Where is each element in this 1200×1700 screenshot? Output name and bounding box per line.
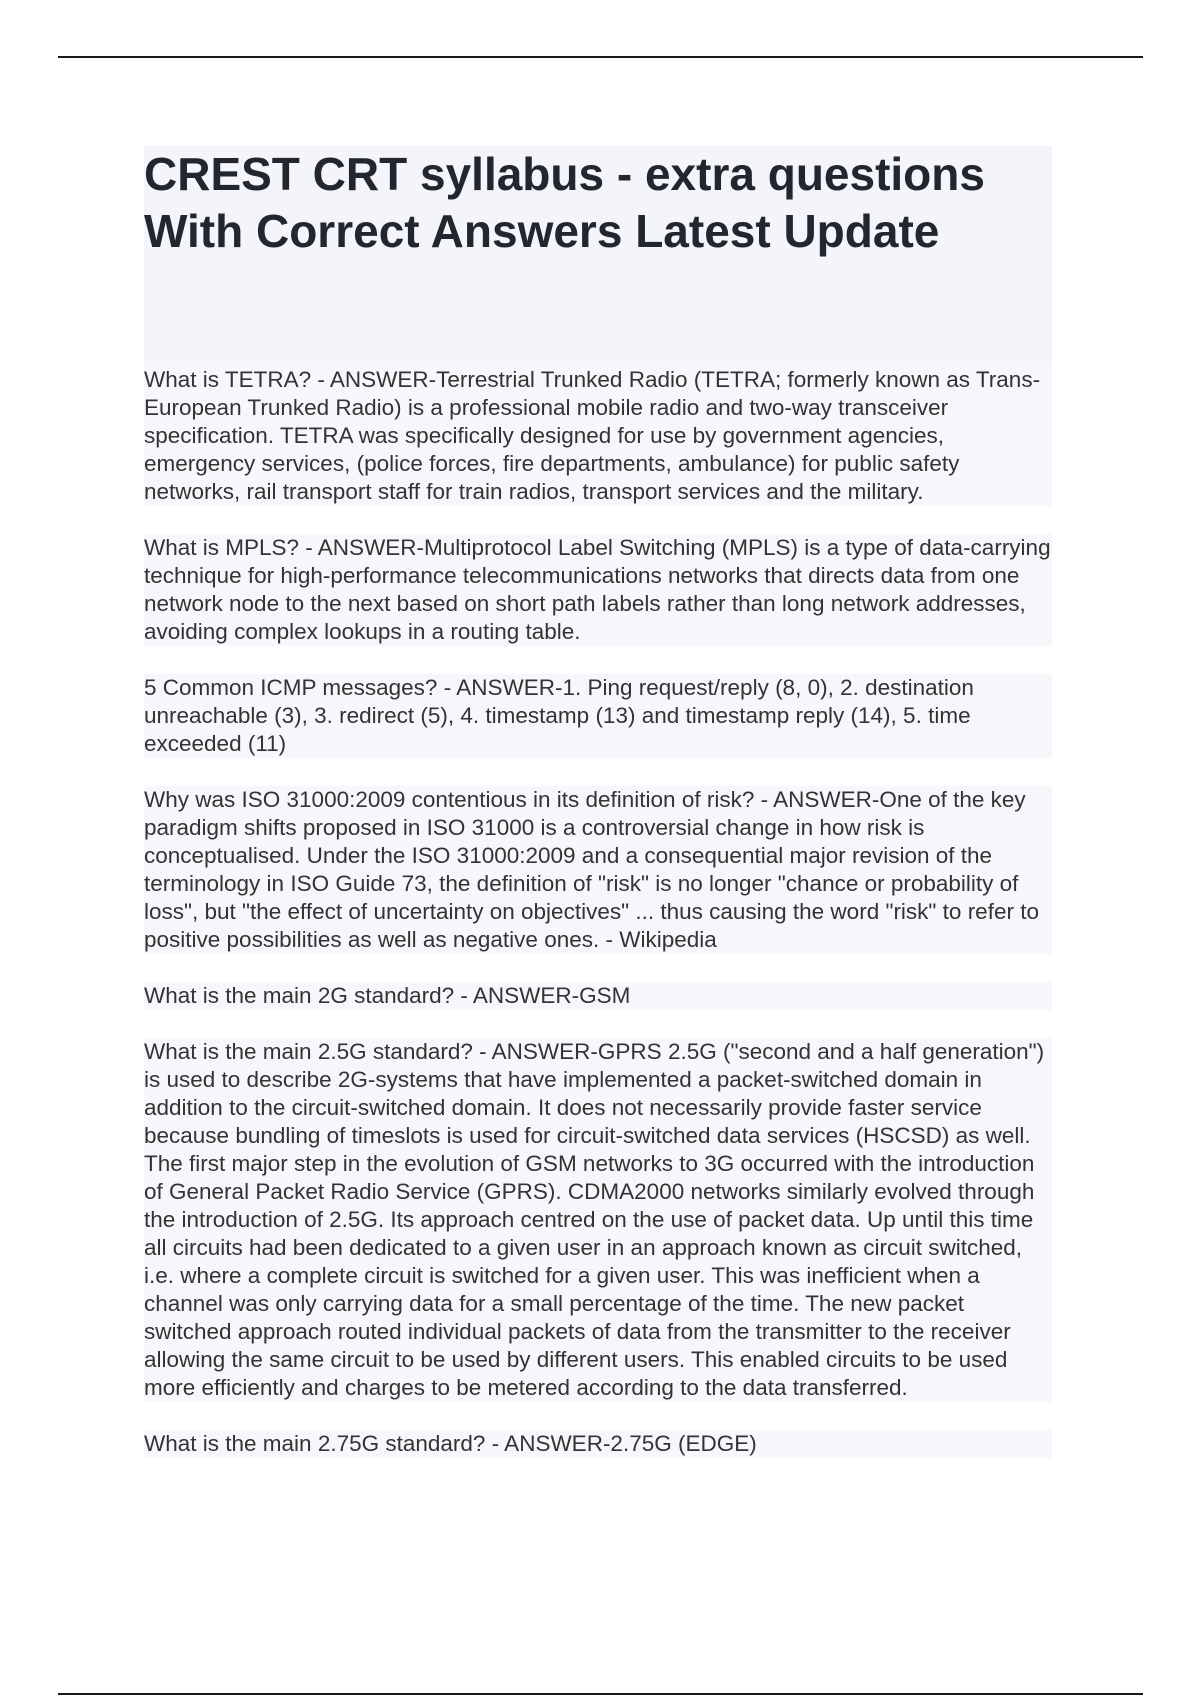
qa-text: What is the main 2G standard? - ANSWER-GSM <box>144 983 631 1008</box>
title-block <box>144 146 1052 366</box>
qa-text: 5 Common ICMP messages? - ANSWER-1. Ping request/reply (8, 0), 2. destination unreachable (3), 3. redirect (5), 4. timestamp (13) and timestamp reply (14), 5. time exceeded (11) <box>144 675 974 756</box>
qa-text: What is TETRA? - ANSWER-Terrestrial Trunked Radio (TETRA; formerly known as Trans-European Trunked Radio) is a professional mobile radio and two-way transceiver specification. TETRA was specifically designed for use by government agencies, emergency services, (police forces, fire departments, ambulance) for public safety networks, rail transport staff for train radios, transport services and the military. <box>144 367 1041 504</box>
qa-item-iso31000 <box>144 786 1052 954</box>
document-body <box>144 146 1052 1458</box>
qa-item-2-75g <box>144 1430 1052 1458</box>
qa-item-tetra <box>144 366 1052 506</box>
top-rule <box>58 56 1143 58</box>
title-line-2: With Correct Answers Latest Update <box>144 205 940 257</box>
title-line-1: CREST CRT syllabus - extra questions <box>144 148 985 200</box>
qa-text: What is the main 2.5G standard? - ANSWER-GPRS 2.5G ("second and a half generation") is used to describe 2G-systems that have implemented a packet-switched domain in addition to the circuit-switched domain. It does not necessarily provide faster service because bundling of timeslots is used for circuit-switched data services (HSCSD) as well. <box>144 1039 1045 1148</box>
document-title <box>144 146 1052 260</box>
qa-text: What is the main 2.75G standard? - ANSWER-2.75G (EDGE) <box>144 1431 757 1456</box>
qa-text: What is MPLS? - ANSWER-Multiprotocol Label Switching (MPLS) is a type of data-carrying technique for high-performance telecommunications networks that directs data from one network node to the next based on short path labels rather than long network addresses, avoiding complex lookups in a routing table. <box>144 535 1051 644</box>
qa-item-icmp <box>144 674 1052 758</box>
qa-item-2-5g <box>144 1038 1052 1402</box>
qa-text: Why was ISO 31000:2009 contentious in its definition of risk? - ANSWER-One of the key paradigm shifts proposed in ISO 31000 is a controversial change in how risk is conceptualised. Under the ISO 31000:2009 and a consequential major revision of the terminology in ISO Guide 73, the definition of "risk" is no longer "chance or probability of loss", but "the effect of uncertainty on objectives" ... thus causing the word "risk" to refer to positive possibilities as well as negative ones. - Wikipedia <box>144 787 1039 952</box>
qa-list <box>144 366 1052 1458</box>
qa-continuation: The first major step in the evolution of GSM networks to 3G occurred with the introduction of General Packet Radio Service (GPRS). CDMA2000 networks similarly evolved through the introduction of 2.5G. Its approach centred on the use of packet data. Up until this time all circuits had been dedicated to a given user in an approach known as circuit switched, i.e. where a complete circuit is switched for a given user. This was inefficient when a channel was only carrying data for a small percentage of the time. The new packet switched approach routed individual packets of data from the transmitter to the receiver allowing the same circuit to be used by different users. This enabled circuits to be used more efficiently and charges to be metered according to the data transferred. <box>144 1151 1035 1400</box>
qa-item-2g <box>144 982 1052 1010</box>
bottom-rule <box>58 1693 1143 1695</box>
qa-item-mpls <box>144 534 1052 646</box>
